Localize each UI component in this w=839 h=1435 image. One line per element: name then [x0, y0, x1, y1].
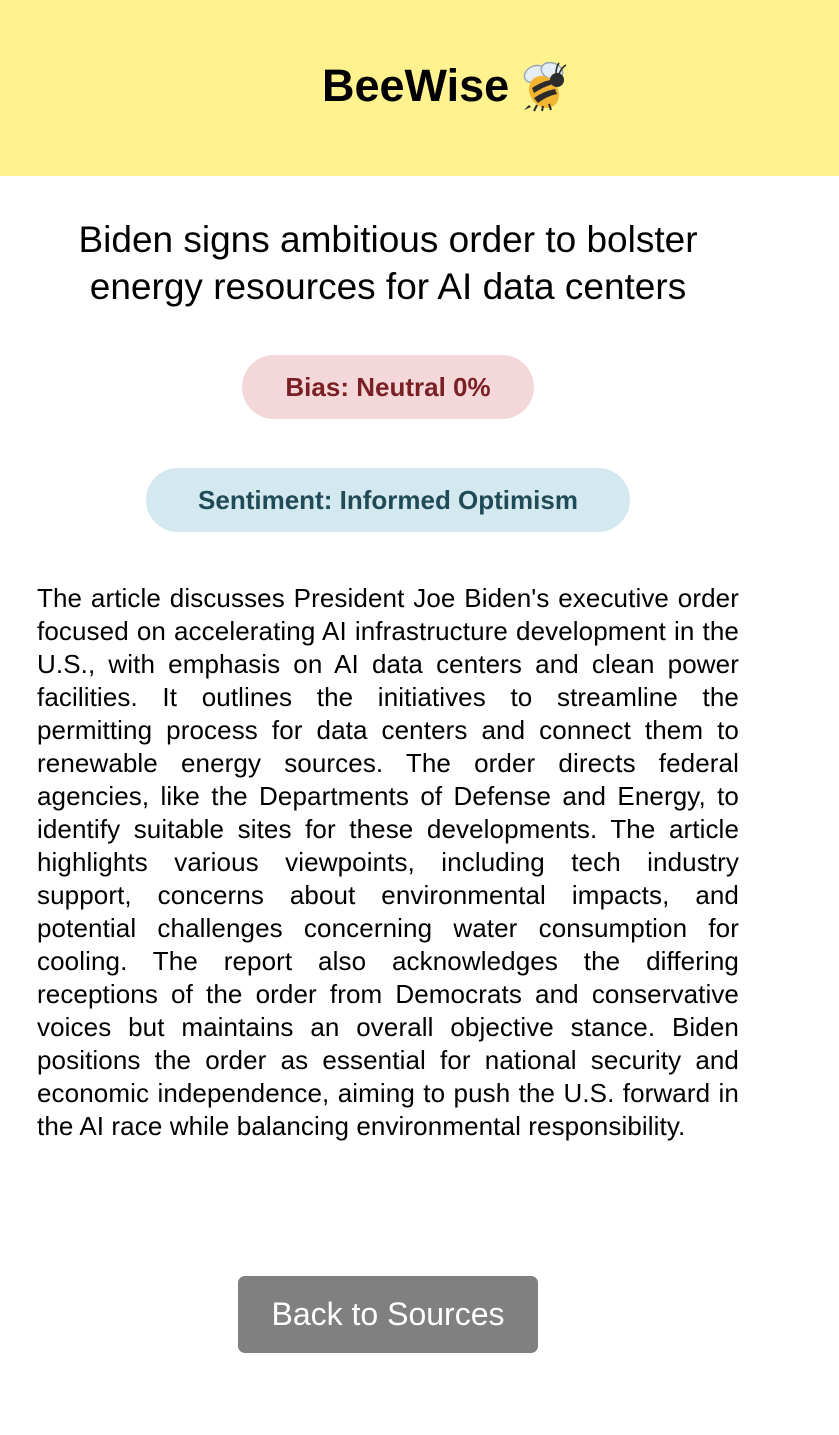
article-summary: The article discusses President Joe Biden's executive order focused on accelerating AI infrastructure development in the U.S., with emphasis on AI data centers and clean power facilities. It outlines the initiatives to streamline the permitting process for data centers and connect them to renewable energy sources. The order directs federal agencies, like the Departments of Defense and Energy, to identify suitable sites for these developments. The article highlights various viewpoints, including tech industry support, concerns about environmental impacts, and potential challenges concerning water consumption for cooling. The report also acknowledges the differing receptions of the order from Democrats and conservative voices but maintains an overall objective stance. Biden positions the order as essential for national security and economic independence, aiming to push the U.S. forward in the AI race while balancing environmental responsibility.	[37, 583, 739, 1141]
bias-badge: Bias: Neutral 0%	[242, 355, 534, 419]
brand	[322, 56, 569, 116]
sentiment-badge: Sentiment: Informed Optimism	[146, 468, 630, 532]
back-to-sources-button[interactable]: Back to Sources	[238, 1276, 538, 1353]
app-header	[0, 0, 839, 176]
bee-icon	[519, 60, 569, 112]
article-title: Biden signs ambitious order to bolster energy resources for AI data centers	[78, 219, 698, 307]
brand-name: BeeWise	[322, 60, 510, 111]
